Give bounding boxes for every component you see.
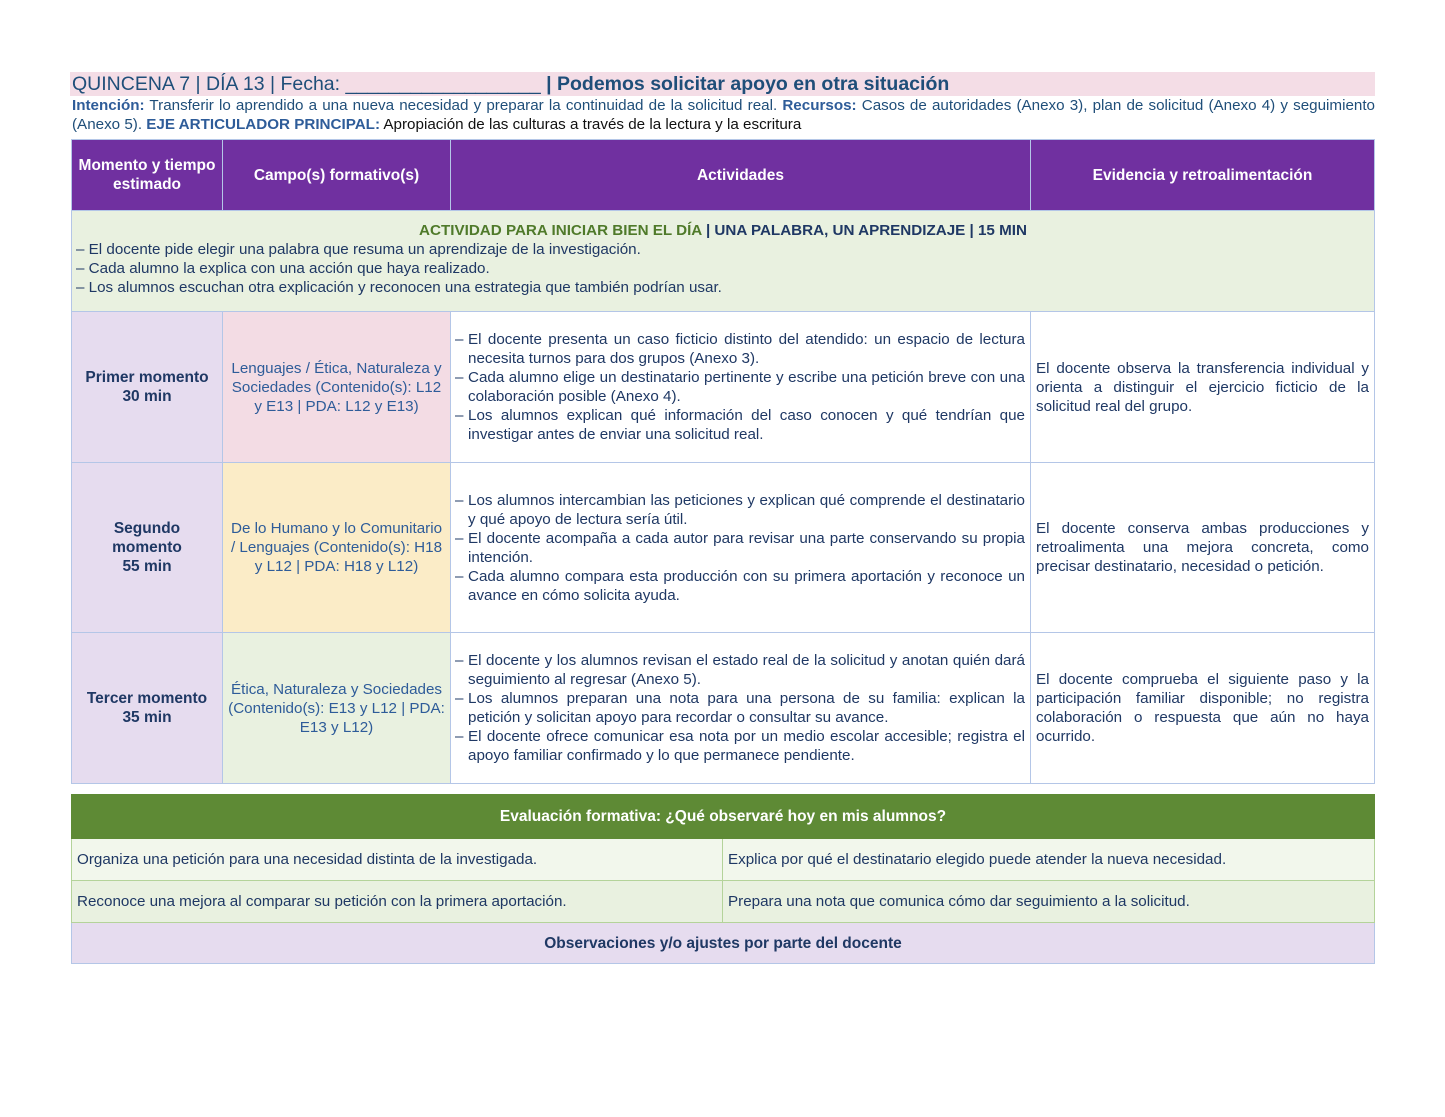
dash: – [455, 652, 464, 669]
date-field: __________________ [345, 73, 541, 95]
dash: – [455, 407, 464, 424]
dash: – [455, 690, 464, 707]
warmup-line: – Cada alumno la explica con una acción que haya realizado. [76, 260, 490, 277]
evidence-cell: El docente comprueba el siguiente paso y la participación familiar disponible; no registra colaboración o respuesta que aún no haya ocurrido. [1031, 633, 1375, 784]
moment-time: 55 min [122, 558, 172, 575]
moment-cell [72, 633, 223, 784]
recursos-text: Casos de autoridades (Anexo 3), plan de solicitud (Anexo 4) y seguimiento (Anexo 5). [72, 97, 1375, 133]
evaluation-title: Evaluación formativa: ¿Qué observaré hoy en mis alumnos? [72, 795, 1375, 839]
intencion-label: Intención: [72, 97, 145, 114]
activity-text: El docente presenta un caso ficticio distinto del atendido: un espacio de lectura necesita turnos para dos grupos (Anexo 3). [468, 331, 1025, 367]
activity-text: El docente ofrece comunicar esa nota por un medio escolar accesible; registra el apoyo familiar confirmado y lo que permanece pendiente. [468, 728, 1025, 764]
activity-text: Los alumnos preparan una nota para una persona de su familia: explican la petición y solicitan apoyo para recordar o consultar su avance. [468, 690, 1025, 726]
title-left: QUINCENA 7 | DÍA 13 | Fecha: [72, 73, 346, 95]
column-header-momento: Momento y tiempo estimado [72, 140, 223, 211]
activity-item [455, 406, 1025, 444]
activity-text: Cada alumno elige un destinatario pertinente y escribe una petición breve con una colaboración posible (Anexo 4). [468, 369, 1025, 405]
intencion-text: Transferir lo aprendido a una nueva necesidad y preparar la continuidad de la solicitud real. [144, 97, 783, 114]
warmup-title-green: ACTIVIDAD PARA INICIAR BIEN EL DÍA [419, 222, 702, 239]
activity-item [455, 689, 1025, 727]
dash: – [455, 369, 464, 386]
dash: – [455, 529, 464, 547]
activity-item [455, 567, 1025, 605]
eje-label: EJE ARTICULADOR PRINCIPAL: [146, 116, 381, 133]
warmup-line: – El docente pide elegir una palabra que resuma un aprendizaje de la investigación. [76, 241, 641, 258]
activities-table [71, 139, 1375, 784]
activities-cell [451, 312, 1031, 463]
activity-item [455, 727, 1025, 765]
table-row [72, 312, 1375, 463]
intro-paragraph [72, 96, 1375, 134]
column-header-campo: Campo(s) formativo(s) [223, 140, 451, 211]
evidence-cell: El docente conserva ambas producciones y retroalimenta una mejora concreta, como precisar destinatario, necesidad o petición. [1031, 463, 1375, 633]
moment-time: 30 min [122, 388, 172, 405]
table-row [72, 463, 1375, 633]
evaluation-row [72, 881, 1375, 923]
campo-cell: Lenguajes / Ética, Naturaleza y Sociedades (Contenido(s): L12 y E13 | PDA: L12 y E13) [223, 312, 451, 463]
evaluation-item: Reconoce una mejora al comparar su petición con la primera aportación. [72, 881, 723, 923]
campo-cell: Ética, Naturaleza y Sociedades (Contenido(s): E13 y L12 | PDA: E13 y L12) [223, 633, 451, 784]
dash: – [455, 491, 464, 509]
campo-cell: De lo Humano y lo Comunitario / Lenguajes (Contenido(s): H18 y L12 | PDA: H18 y L12) [223, 463, 451, 633]
evaluation-table [71, 794, 1375, 964]
activities-cell [451, 463, 1031, 633]
moment-name: Tercer momento [86, 690, 208, 707]
activity-item [455, 529, 1025, 567]
column-header-actividades: Actividades [451, 140, 1031, 211]
moment-cell [72, 463, 223, 633]
warmup-cell [72, 211, 1375, 312]
title-right: | Podemos solicitar apoyo en otra situación [540, 73, 950, 95]
moment-name: Primer momento [85, 369, 209, 386]
warmup-line: – Los alumnos escuchan otra explicación y reconocen una estrategia que también podrían usar. [76, 279, 722, 296]
activity-item [455, 368, 1025, 406]
activity-item [455, 330, 1025, 368]
observations-row [72, 923, 1375, 964]
moment-time: 35 min [122, 709, 172, 726]
warmup-title-rest: | UNA PALABRA, UN APRENDIZAJE | 15 MIN [701, 222, 1027, 239]
evaluation-item: Explica por qué el destinatario elegido puede atender la nueva necesidad. [723, 839, 1375, 881]
recursos-label: Recursos: [782, 97, 857, 114]
eje-text: Apropiación de las culturas a través de la lectura y la escritura [380, 116, 802, 133]
activity-text: Cada alumno compara esta producción con su primera aportación y reconoce un avance en cómo solicita ayuda. [468, 567, 1025, 604]
evaluation-item: Organiza una petición para una necesidad distinta de la investigada. [72, 839, 723, 881]
dash: – [455, 331, 464, 348]
observations-label: Observaciones y/o ajustes por parte del docente [72, 923, 1375, 964]
activity-text: Los alumnos intercambian las peticiones y explican qué comprende el destinatario y qué apoyo de lectura sería útil. [468, 491, 1025, 528]
dash: – [455, 567, 464, 585]
moment-cell [72, 312, 223, 463]
warmup-title [76, 221, 1370, 240]
warmup-row [72, 211, 1375, 312]
column-header-evidencia: Evidencia y retroalimentación [1031, 140, 1375, 211]
evaluation-header-row [72, 795, 1375, 839]
moment-name: Segundo momento [112, 520, 182, 556]
dash: – [455, 728, 464, 745]
evidence-cell: El docente observa la transferencia individual y orienta a distinguir el ejercicio ficticio de la solicitud real del grupo. [1031, 312, 1375, 463]
activities-cell [451, 633, 1031, 784]
table-header-row [72, 140, 1375, 211]
activity-text: El docente acompaña a cada autor para revisar una parte conservando su propia intención. [468, 529, 1025, 566]
activity-item [455, 651, 1025, 689]
page-title [70, 72, 1375, 96]
activity-text: Los alumnos explican qué información del caso conocen y qué tendrían que investigar antes de enviar una solicitud real. [468, 407, 1025, 443]
evaluation-row [72, 839, 1375, 881]
evaluation-item: Prepara una nota que comunica cómo dar seguimiento a la solicitud. [723, 881, 1375, 923]
lesson-plan-page [70, 72, 1375, 952]
table-row [72, 633, 1375, 784]
activity-item [455, 491, 1025, 529]
activity-text: El docente y los alumnos revisan el estado real de la solicitud y anotan quién dará seguimiento al regresar (Anexo 5). [468, 652, 1025, 688]
